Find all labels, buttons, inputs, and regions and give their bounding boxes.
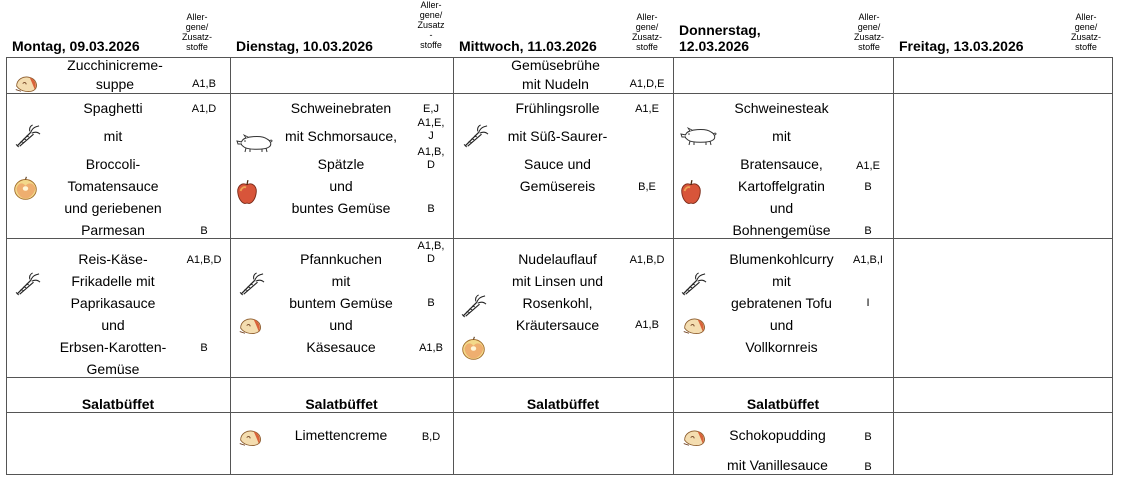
apple-icon bbox=[460, 335, 487, 362]
apple-slice-icon bbox=[238, 316, 264, 335]
allergen-header-wednesday: Aller- gene/ Zusatz- stoffe bbox=[631, 12, 662, 52]
allergens-tue-row2: E,J bbox=[423, 103, 439, 115]
allergen-header-monday: Aller- gene/ Zusatz- stoffe bbox=[181, 12, 212, 52]
menu-mon-row3: Reis-Käse- Frikadelle mit Paprikasauce und Erbsen-Karotten- Gemüse bbox=[59, 251, 167, 377]
allergens-tue-row2: D bbox=[427, 159, 435, 171]
allergens-mon-row2: A1,D bbox=[191, 103, 217, 115]
allergens-wed-row3: A1,B bbox=[635, 319, 659, 331]
apple-icon bbox=[12, 175, 39, 202]
allergens-thu-row2: B bbox=[864, 225, 872, 237]
allergens-tue-row2: A1,E, bbox=[417, 117, 445, 129]
menu-wed-row3: Nudelauflauf mit Linsen und Rosenkohl, Kräutersauce bbox=[511, 251, 604, 333]
grid-line bbox=[1112, 57, 1113, 475]
carrot-icon bbox=[238, 272, 266, 296]
allergens-thu-row3: A1,B,I bbox=[853, 254, 883, 266]
menu-mon-row2: Spaghetti mit Broccoli- Tomatensauce und geriebenen Parmesan bbox=[64, 100, 162, 238]
day-title-thursday: Donnerstag, bbox=[679, 22, 761, 38]
day-title-friday: Freitag, 13.03.2026 bbox=[899, 38, 1024, 54]
red-apple-icon bbox=[680, 178, 702, 206]
grid-line bbox=[230, 57, 231, 475]
allergens-tue-dessert: B,D bbox=[421, 431, 441, 443]
day-title-tuesday: Dienstag, 10.03.2026 bbox=[236, 38, 373, 54]
grid-line bbox=[6, 412, 1113, 413]
allergens-thu-dessert: B bbox=[864, 431, 872, 443]
allergens-tue-row3: A1,B bbox=[419, 342, 443, 354]
salad-buffet-monday: Salatbüffet bbox=[81, 396, 155, 412]
allergens-tue-row3: D bbox=[427, 253, 435, 265]
salad-buffet-tuesday: Salatbüffet bbox=[305, 396, 378, 412]
allergen-header-thursday: Aller- gene/ Zusatz- stoffe bbox=[853, 12, 884, 52]
menu-thu-row2: Schweinesteak mit Bratensauce, Kartoffelgratin und Bohnengemüse bbox=[732, 100, 831, 238]
allergens-thu-dessert: B bbox=[864, 461, 872, 473]
salad-buffet-thursday: Salatbüffet bbox=[746, 396, 820, 412]
apple-slice-icon bbox=[14, 74, 40, 93]
allergens-thu-row3: I bbox=[866, 297, 870, 309]
allergens-mon-row3: A1,B,D bbox=[186, 254, 222, 266]
allergens-tue-row2: A1,B, bbox=[417, 146, 445, 158]
allergens-tue-row2: J bbox=[428, 130, 434, 142]
allergens-tue-row3: B bbox=[427, 297, 435, 309]
allergens-thu-row2: B bbox=[864, 181, 872, 193]
day-title-wednesday: Mittwoch, 11.03.2026 bbox=[459, 38, 597, 54]
day-title-monday: Montag, 09.03.2026 bbox=[12, 38, 140, 54]
allergens-thu-row2: A1,E bbox=[856, 160, 880, 172]
menu-thu-dessert: Schokopudding mit Vanillesauce bbox=[727, 427, 828, 473]
allergens-mon-row1: A1,B bbox=[192, 78, 216, 90]
menu-mon-row1: Zucchinicreme- suppe bbox=[67, 57, 163, 92]
allergens-tue-row2: B bbox=[427, 203, 435, 215]
menu-tue-dessert: Limettencreme bbox=[294, 427, 388, 443]
menu-thu-row3: Blumenkohlcurry mit gebratenen Tofu und Vollkornreis bbox=[729, 251, 834, 355]
allergens-wed-row2: A1,E bbox=[635, 103, 659, 115]
grid-line bbox=[893, 57, 894, 475]
menu-tue-row2: Schweinebraten mit Schmorsauce, Spätzle und buntes Gemüse bbox=[284, 100, 398, 216]
allergens-tue-row3: A1,B, bbox=[417, 240, 445, 252]
salad-buffet-wednesday: Salatbüffet bbox=[526, 396, 600, 412]
grid-line bbox=[6, 474, 1113, 475]
red-apple-icon bbox=[236, 178, 258, 206]
menu-wed-row1: Gemüsebrühe mit Nudeln bbox=[511, 57, 600, 92]
apple-slice-icon bbox=[238, 428, 264, 447]
grid-line bbox=[673, 57, 674, 475]
allergens-mon-row3: B bbox=[200, 342, 208, 354]
allergens-wed-row3: A1,B,D bbox=[629, 254, 665, 266]
grid-line bbox=[453, 57, 454, 475]
allergen-header-tuesday: Aller- gene/ Zusatz - stoffe bbox=[417, 0, 445, 50]
allergens-mon-row2: B bbox=[200, 225, 208, 237]
menu-wed-row2: Frühlingsrolle mit Süß-Saurer- Sauce und Gemüsereis bbox=[507, 100, 608, 194]
day-title-thursday-date: 12.03.2026 bbox=[679, 38, 750, 54]
allergen-header-friday: Aller- gene/ Zusatz- stoffe bbox=[1070, 12, 1101, 52]
grid-line bbox=[6, 57, 7, 475]
menu-tue-row3: Pfannkuchen mit buntem Gemüse und Käsesauce bbox=[289, 251, 393, 355]
allergens-wed-row1: A1,D,E bbox=[629, 78, 665, 90]
allergens-wed-row2: B,E bbox=[638, 181, 656, 193]
